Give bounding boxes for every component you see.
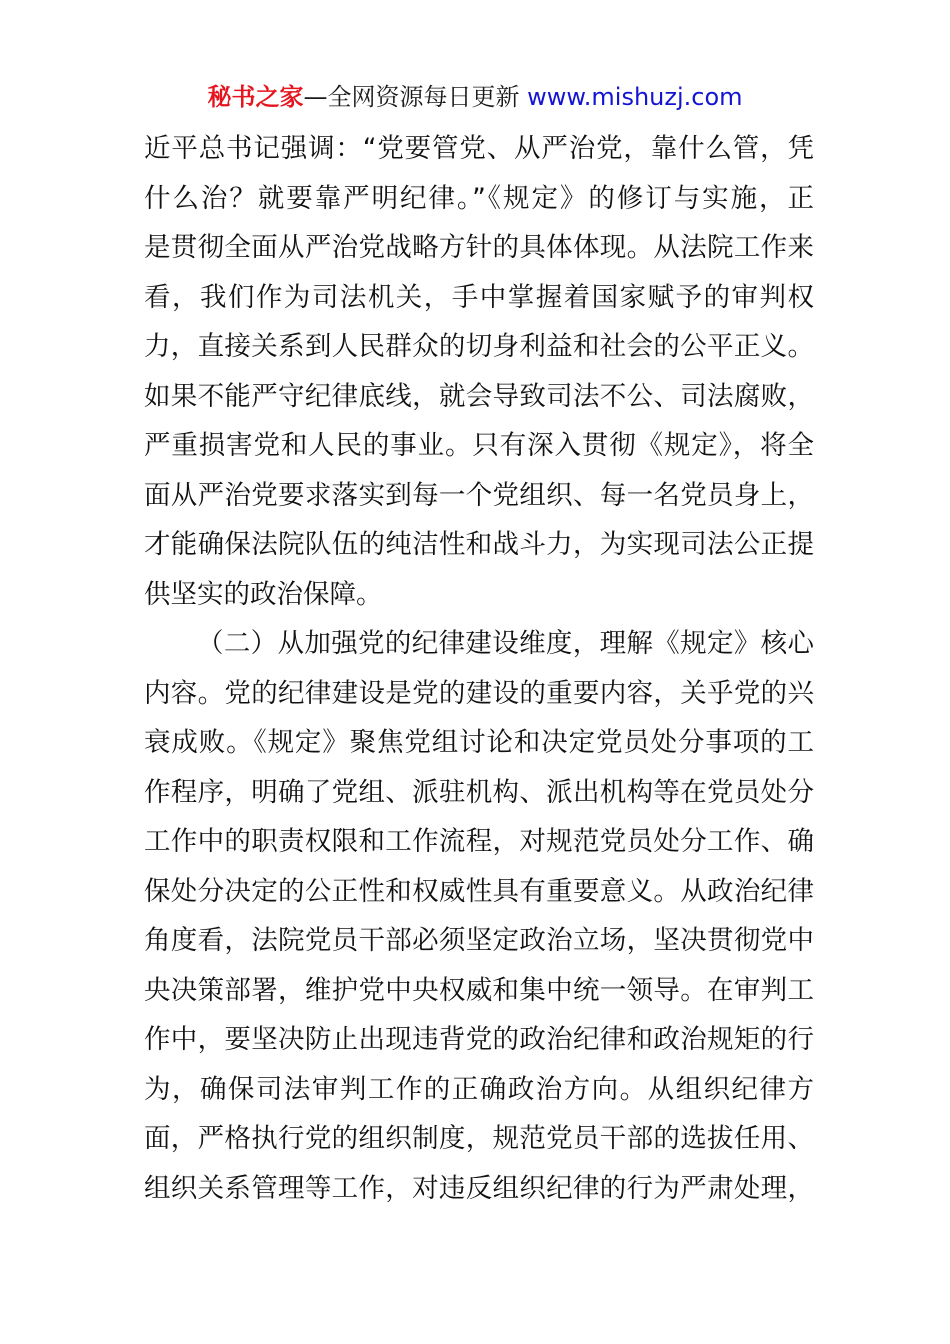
paragraph (144, 124, 814, 619)
text-line: 面，严格执行党的组织制度，规范党员干部的选拔任用、 (144, 1123, 814, 1154)
text-line: 内容。党的纪律建设是党的建设的重要内容，关乎党的兴 (144, 677, 814, 709)
text-line: 央决策部署，维护党中央权威和集中统一领导。在审判工 (144, 974, 814, 1006)
site-brand: 秘书之家 (207, 83, 304, 111)
site-tagline: —全网资源每日更新 (303, 83, 520, 111)
section-heading-line: （二）从加强党的纪律建设维度，理解《规定》核心 (197, 628, 814, 659)
text-line: 力，直接关系到人民群众的切身利益和社会的公平正义。 (144, 331, 814, 362)
text-line: 供坚实的政治保障。 (144, 578, 383, 610)
text-line: 角度看，法院党员干部必须坚定政治立场，坚决贯彻党中 (144, 925, 814, 956)
text-line: 作程序，明确了党组、派驻机构、派出机构等在党员处分 (144, 776, 814, 808)
text-line: 什么治？就要靠严明纪律。”《规定》的修订与实施，正 (144, 182, 814, 214)
text-line: 保处分决定的公正性和权威性具有重要意义。从政治纪律 (144, 875, 814, 907)
text-line: 工作中的职责权限和工作流程，对规范党员处分工作、确 (144, 826, 814, 857)
text-line: 为，确保司法审判工作的正确政治方向。从组织纪律方 (144, 1073, 814, 1105)
text-line: 近平总书记强调：“党要管党、从严治党，靠什么管，凭 (144, 133, 814, 164)
text-line: 才能确保法院队伍的纯洁性和战斗力，为实现司法公正提 (144, 529, 814, 560)
text-line: 看，我们作为司法机关，手中掌握着国家赋予的审判权 (144, 281, 814, 313)
site-header (0, 80, 950, 114)
text-line: 面从严治党要求落实到每一个党组织、每一名党员身上， (144, 479, 814, 511)
text-line: 作中，要坚决防止出现违背党的政治纪律和政治规矩的行 (144, 1024, 814, 1055)
text-line: 严重损害党和人民的事业。只有深入贯彻《规定》，将全 (144, 430, 814, 461)
text-line: 是贯彻全面从严治党战略方针的具体体现。从法院工作来 (144, 232, 814, 263)
text-line: 衰成败。《规定》聚焦党组讨论和决定党员处分事项的工 (144, 727, 814, 758)
text-line: 如果不能严守纪律底线，就会导致司法不公、司法腐败， (144, 380, 814, 412)
text-line: 组织关系管理等工作，对违反组织纪律的行为严肃处理， (144, 1172, 814, 1204)
site-url-link[interactable]: www.mishuzj.com (527, 83, 743, 111)
document-body (144, 124, 814, 1213)
paragraph (144, 619, 814, 1213)
